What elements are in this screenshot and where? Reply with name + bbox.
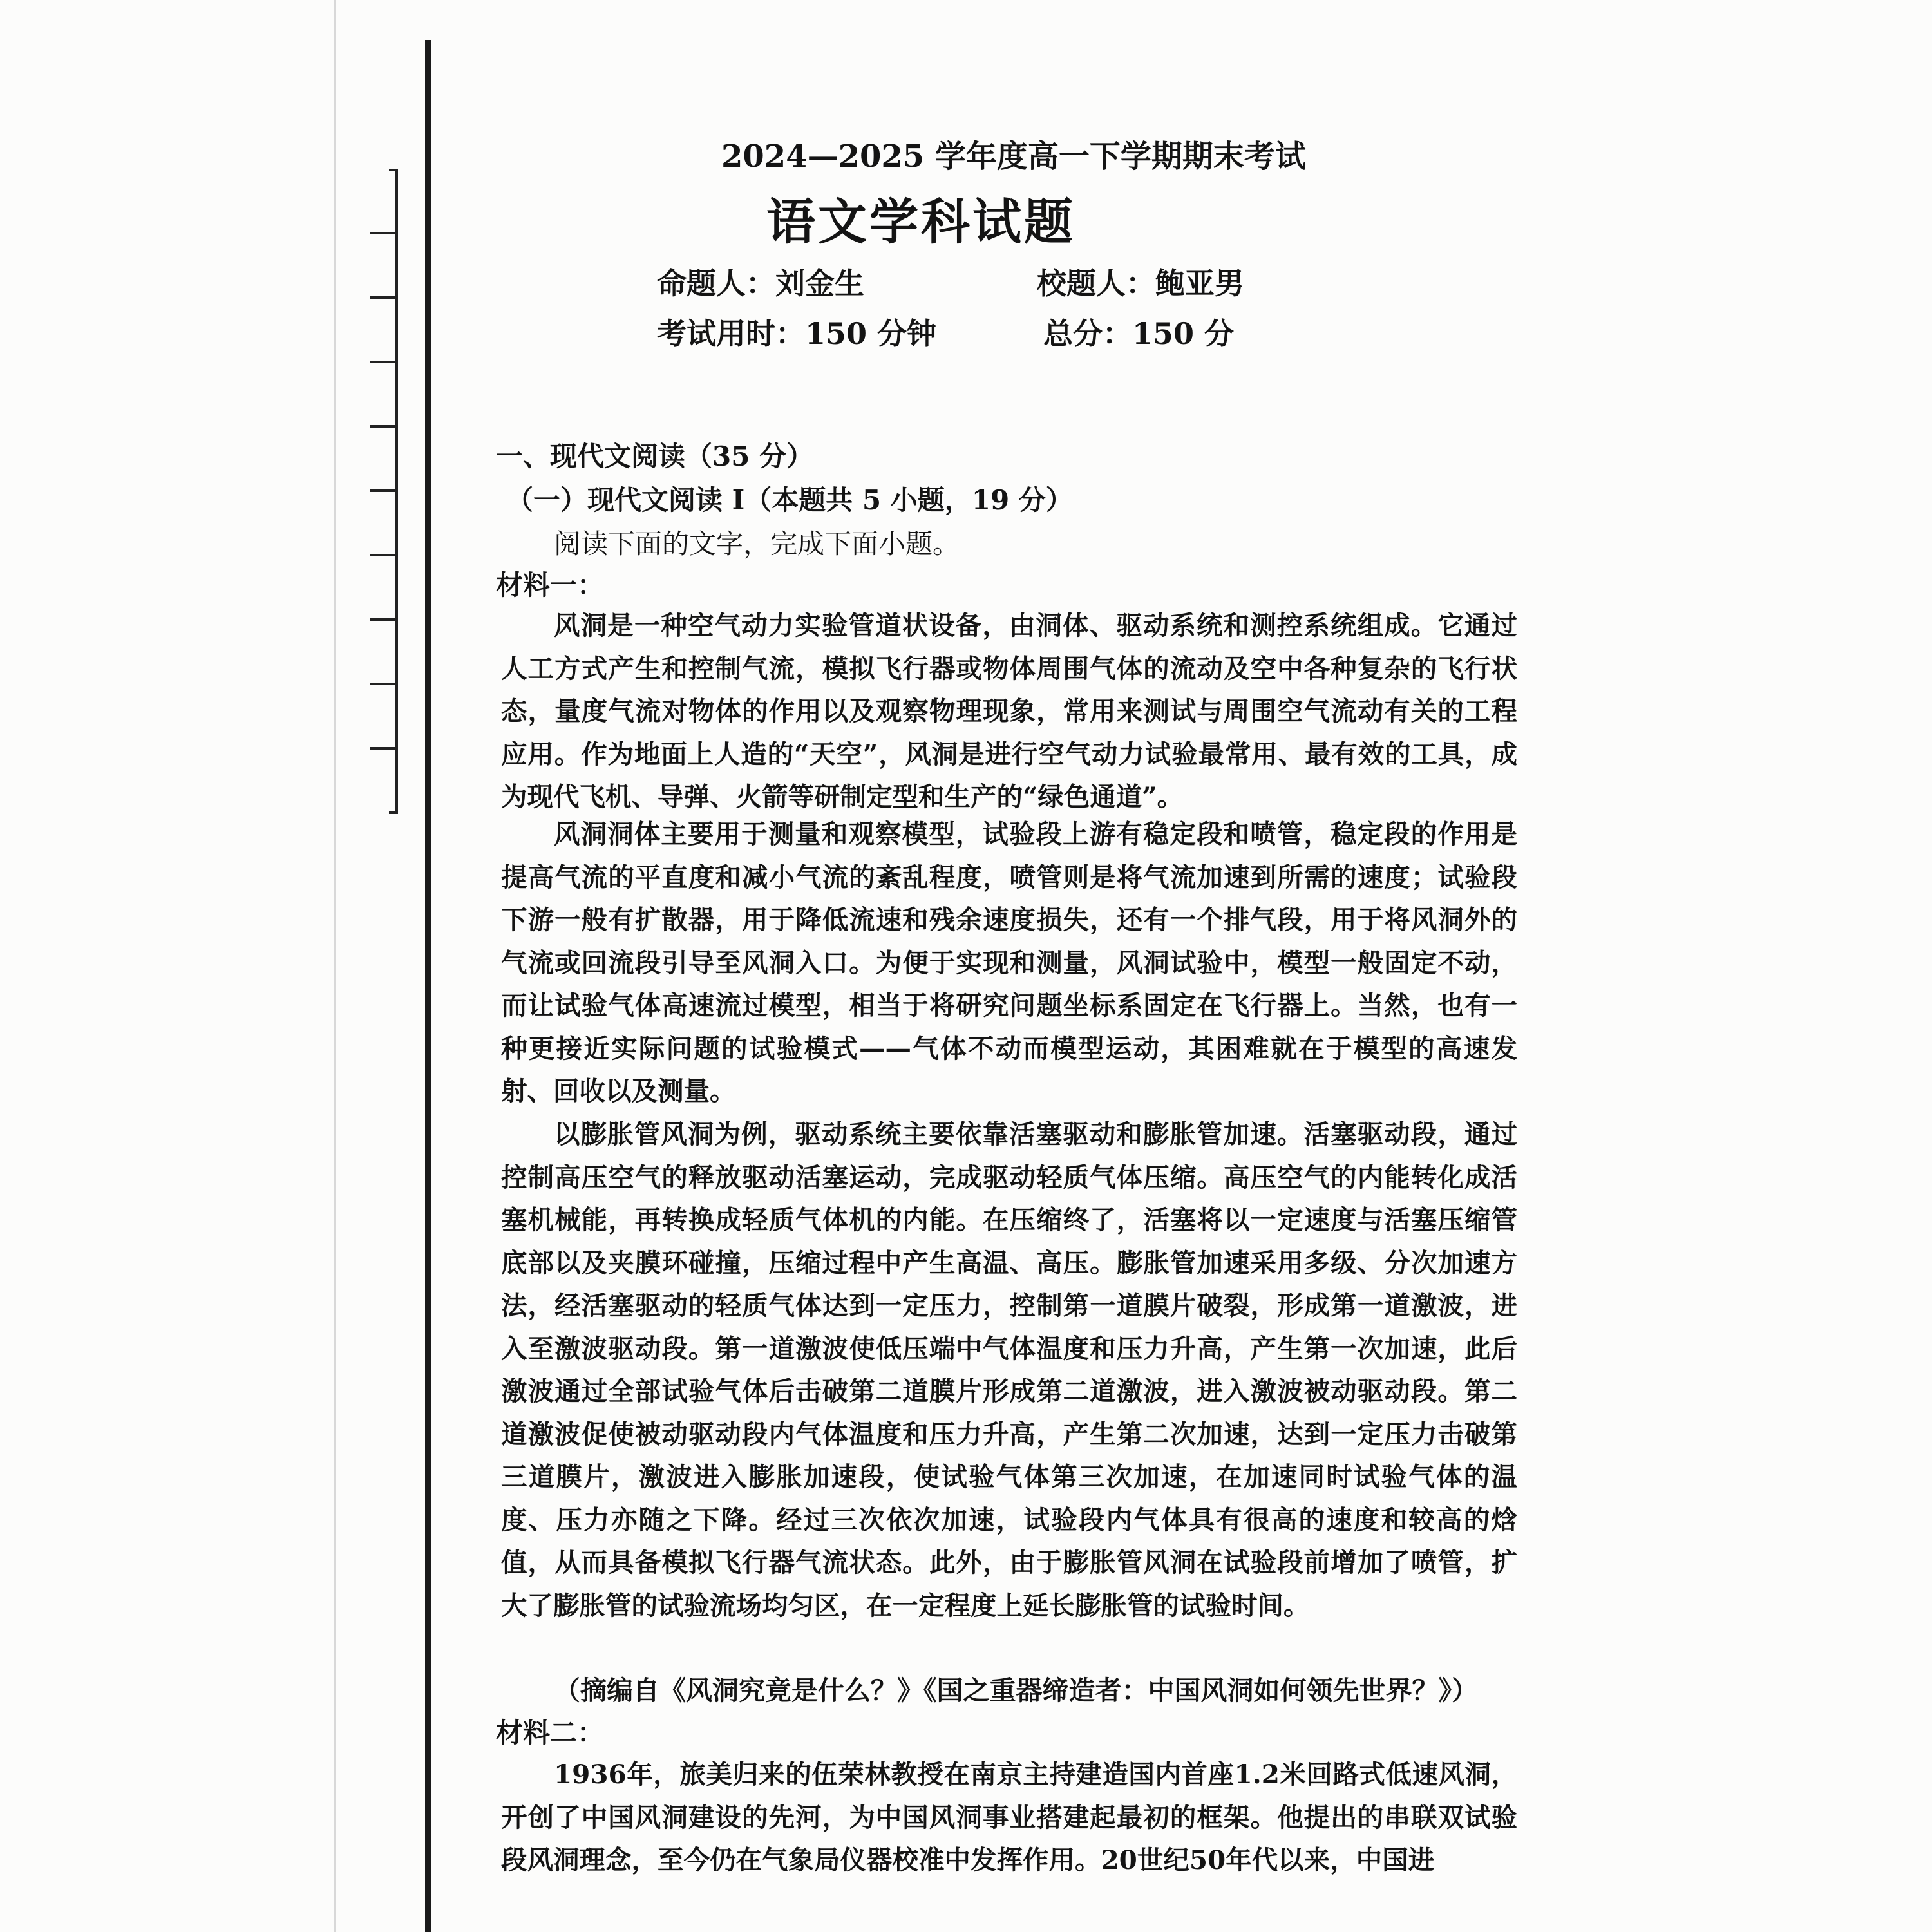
material-two-label: 材料二： [496, 1717, 605, 1748]
binding-tick [370, 683, 398, 685]
material-one-source: （摘编自《风洞究竟是什么？》《国之重器缔造者：中国风洞如何领先世界？》） [554, 1675, 1478, 1706]
total-score: 总分：150 分 [1043, 316, 1235, 351]
binding-tick [370, 618, 398, 621]
material-one-paragraph: 风洞洞体主要用于测量和观察模型，试验段上游有稳定段和喷管，稳定段的作用是提高气流的平直度和减小气流的紊乱程度，喷管则是将气流加速到所需的速度；试验段下游一般有扩散器，用于降低流速和残余速度损失，还有一个排气段，用于将风洞外的气流或回流段引导至风洞入口。为便于实现和测量，风洞试验中，模型一般固定不动，而让试验气体高速流过模型，相当于将研究问题坐标系固定在飞行器上。当然，也有一种更接近实际问题的试验模式——气体不动而模型运动，其困难就在于模型的高速发射、回收以及测量。 [501, 819, 1517, 1106]
binding-line [425, 40, 431, 1932]
material-two-paragraph: 1936年，旅美归来的伍荣林教授在南京主持建造国内首座1.2米回路式低速风洞，开创了中国风洞建设的先河，为中国风洞事业搭建起最初的框架。他提出的串联双试验段风洞理念，至今仍在气象局仪器校准中发挥作用。20世纪50年代以来，中国进 [501, 1759, 1517, 1875]
binding-tick [370, 747, 398, 750]
exam-title: 2024—2025 学年度高一下学期期末考试 [721, 138, 1306, 175]
binding-tick [370, 361, 398, 363]
binding-tick [370, 425, 398, 428]
material-one-label: 材料一： [496, 569, 605, 601]
subject-title: 语文学科试题 [766, 193, 1075, 251]
page-edge-shadow [334, 0, 336, 1932]
material-one-paragraph: 以膨胀管风洞为例，驱动系统主要依靠活塞驱动和膨胀管加速。活塞驱动段，通过控制高压空气的释放驱动活塞运动，完成驱动轻质气体压缩。高压空气的内能转化成活塞机械能，再转换成轻质气体机的内能。在压缩终了，活塞将以一定速度与活塞压缩管底部以及夹膜环碰撞，压缩过程中产生高温、高压。膨胀管加速采用多级、分次加速方法，经活塞驱动的轻质气体达到一定压力，控制第一道膜片破裂，形成第一道激波，进入至激波驱动段。第一道激波使低压端中气体温度和压力升高，产生第一次加速，此后激波通过全部试验气体后击破第二道膜片形成第二道激波，进入激波被动驱动段。第二道激波促使被动驱动段内气体温度和压力升高，产生第二次加速，达到一定压力击破第三道膜片，激波进入膨胀加速段，使试验气体第三次加速，在加速同时试验气体的温度、压力亦随之下降。经过三次依次加速，试验段内气体具有很高的速度和较高的焓值，从而具备模拟飞行器气流状态。此外，由于膨胀管风洞在试验段前增加了喷管，扩大了膨胀管的试验流场均匀区，在一定程度上延长膨胀管的试验时间。 [501, 1119, 1517, 1621]
material-one-paragraph: 风洞是一种空气动力实验管道状设备，由洞体、驱动系统和测控系统组成。它通过人工方式产生和控制气流，模拟飞行器或物体周围气体的流动及空中各种复杂的飞行状态，量度气流对物体的作用以及观察物理现象，常用来测试与周围空气流动有关的工程应用。作为地面上人造的“天空”，风洞是进行空气动力试验最常用、最有效的工具，成为现代飞机、导弹、火箭等研制定型和生产的“绿色通道”。 [501, 610, 1517, 812]
reading-instruction: 阅读下面的文字，完成下面小题。 [554, 528, 960, 560]
binding-tick [370, 489, 398, 492]
binding-tick [370, 554, 398, 556]
exam-duration: 考试用时：150 分钟 [657, 316, 937, 351]
binding-tick [370, 232, 398, 234]
section-heading: 一、现代文阅读（35 分） [496, 440, 814, 472]
setter-name: 命题人：刘金生 [657, 266, 864, 301]
proofreader-name: 校题人：鲍亚男 [1037, 266, 1244, 301]
binding-tick [370, 296, 398, 299]
section-subheading: （一）现代文阅读 I（本题共 5 小题，19 分） [506, 484, 1073, 516]
